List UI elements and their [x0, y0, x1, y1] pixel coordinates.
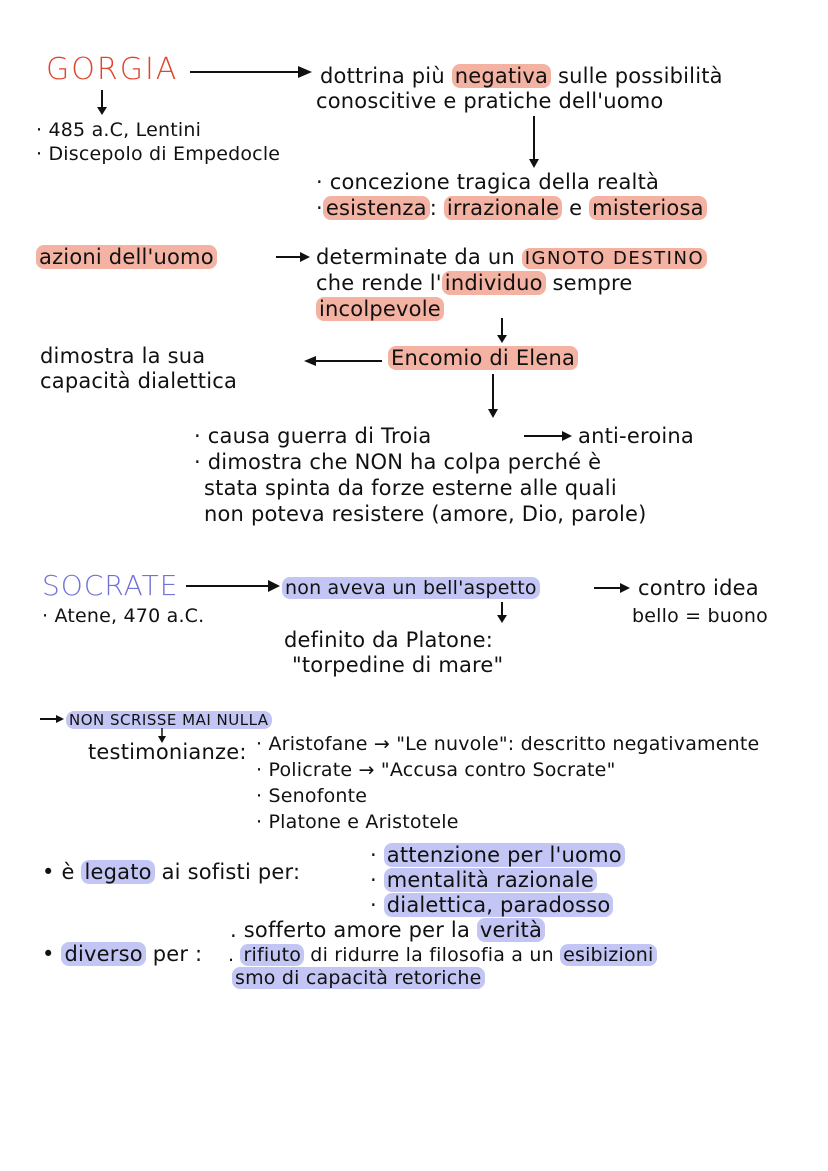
azioni-line1 [316, 245, 707, 271]
legato-item-3: · dialettica, paradosso [370, 893, 613, 917]
text: : [429, 196, 444, 220]
arrow-down-icon [527, 116, 541, 170]
testimonianze-label: testimonianze: [88, 740, 247, 764]
arrow-right-icon: → [358, 759, 381, 781]
diverso-line1 [230, 918, 545, 942]
socrate-aspetto [282, 576, 540, 600]
highlight-non-scrisse: NON SCRISSE MAI NULLA [66, 711, 272, 729]
platone-line2: "torpedine di mare" [292, 653, 504, 677]
diverso-line2: . rifiuto di ridurre la filosofia a un esibizioni [228, 943, 657, 967]
diverso-line3 [232, 966, 485, 990]
elena-point-2-line1: · dimostra che NON ha colpa perché è [194, 450, 602, 474]
text: dottrina più [320, 64, 452, 88]
text: • [42, 942, 62, 966]
arrow-right-icon [594, 580, 634, 596]
encomio-left-line2: capacità dialettica [40, 369, 238, 393]
highlight-esistenza: esistenza [323, 196, 430, 220]
gorgia-doctrine-line2: conoscitive e pratiche dell'uomo [316, 89, 664, 113]
elena-point-2-line3: non poteva resistere (amore, Dio, parole) [204, 502, 647, 526]
highlight-irrazionale: irrazionale [444, 196, 562, 220]
text: . sofferto amore per la [230, 918, 477, 942]
gorgia-title: GORGIA [46, 52, 179, 87]
highlight-item: attenzione per l'uomo [384, 843, 625, 867]
testimonianza-4: · Platone e Aristotele [256, 811, 459, 833]
arrow-down-icon [495, 602, 509, 624]
bello-buono: bello = buono [632, 605, 768, 627]
text: di ridurre la filosofia a un [304, 944, 561, 966]
text: sempre [545, 271, 633, 295]
highlight-rifiuto: rifiuto [240, 944, 304, 966]
highlight-incolpevole: incolpevole [316, 297, 444, 321]
diverso-label [42, 942, 202, 966]
gorgia-concezione: · concezione tragica della realtà [316, 170, 660, 194]
gorgia-esistenza [316, 196, 707, 220]
highlight-ignoto-destino: IGNOTO DESTINO [522, 248, 707, 269]
text: · Policrate [256, 759, 359, 781]
encomio-left-line1: dimostra la sua [40, 344, 206, 368]
anti-eroina: anti-eroina [578, 424, 694, 448]
highlight-encomio: Encomio di Elena [388, 346, 578, 370]
arrow-down-icon [495, 318, 509, 344]
highlight-misteriosa: misteriosa [589, 196, 707, 220]
gorgia-bio-2: · Discepolo di Empedocle [36, 143, 281, 165]
text: ai sofisti per: [154, 860, 301, 884]
encomio-di-elena [388, 346, 578, 370]
socrate-title: SOCRATE [42, 569, 179, 602]
arrow-right-icon [186, 578, 282, 594]
highlight-diverso: diverso [61, 942, 145, 966]
highlight-item: dialettica, paradosso [384, 893, 614, 917]
arrow-down-icon [95, 90, 109, 116]
text: sulle possibilità [551, 64, 723, 88]
text: "Accusa contro Socrate" [380, 759, 616, 781]
text: determinate da un [316, 245, 522, 269]
text: "Le nuvole": descritto negativamente [396, 733, 760, 755]
text: · [316, 196, 323, 220]
highlight-negativa: negativa [452, 64, 551, 88]
text: e [562, 196, 590, 220]
elena-point-2-line2: stata spinta da forze esterne alle quali [204, 476, 617, 500]
highlight-item: mentalità razionale [384, 868, 597, 892]
legato-item-2: · mentalità razionale [370, 868, 597, 892]
non-scrisse [66, 708, 272, 732]
elena-point-1: · causa guerra di Troia [194, 424, 432, 448]
legato-label [42, 860, 300, 884]
text: • è [42, 860, 82, 884]
arrow-left-icon [302, 354, 382, 368]
testimonianza-3: · Senofonte [256, 785, 368, 807]
arrow-right-icon: → [373, 733, 397, 755]
gorgia-doctrine-line1 [320, 64, 723, 88]
socrate-bio: · Atene, 470 a.C. [42, 605, 205, 627]
highlight-individuo: individuo [442, 271, 546, 295]
testimonianza-2 [256, 758, 616, 782]
azioni-label [36, 245, 217, 269]
highlight-retoriche: smo di capacità retoriche [232, 967, 485, 989]
legato-item-1: · attenzione per l'uomo [370, 843, 625, 867]
highlight-azioni: azioni dell'uomo [36, 245, 217, 269]
arrow-right-icon [524, 428, 576, 444]
highlight-esibizioni: esibizioni [560, 944, 656, 966]
text: per : [145, 942, 203, 966]
arrow-right-icon [40, 712, 66, 726]
text: · Aristofane [256, 733, 374, 755]
highlight-legato: legato [81, 860, 154, 884]
text: che rende l' [316, 271, 442, 295]
highlight-aspetto: non aveva un bell'aspetto [282, 577, 540, 599]
highlight-verita: verità [477, 918, 545, 942]
gorgia-bio-1: · 485 a.C, Lentini [36, 119, 202, 141]
arrow-right-icon [190, 62, 315, 82]
platone-line1: definito da Platone: [284, 628, 494, 652]
azioni-line3 [316, 297, 444, 321]
contro-idea: contro idea [638, 576, 759, 600]
arrow-right-icon [276, 249, 312, 265]
azioni-line2 [316, 271, 632, 295]
arrow-down-icon [486, 374, 500, 420]
testimonianza-1 [256, 732, 759, 756]
